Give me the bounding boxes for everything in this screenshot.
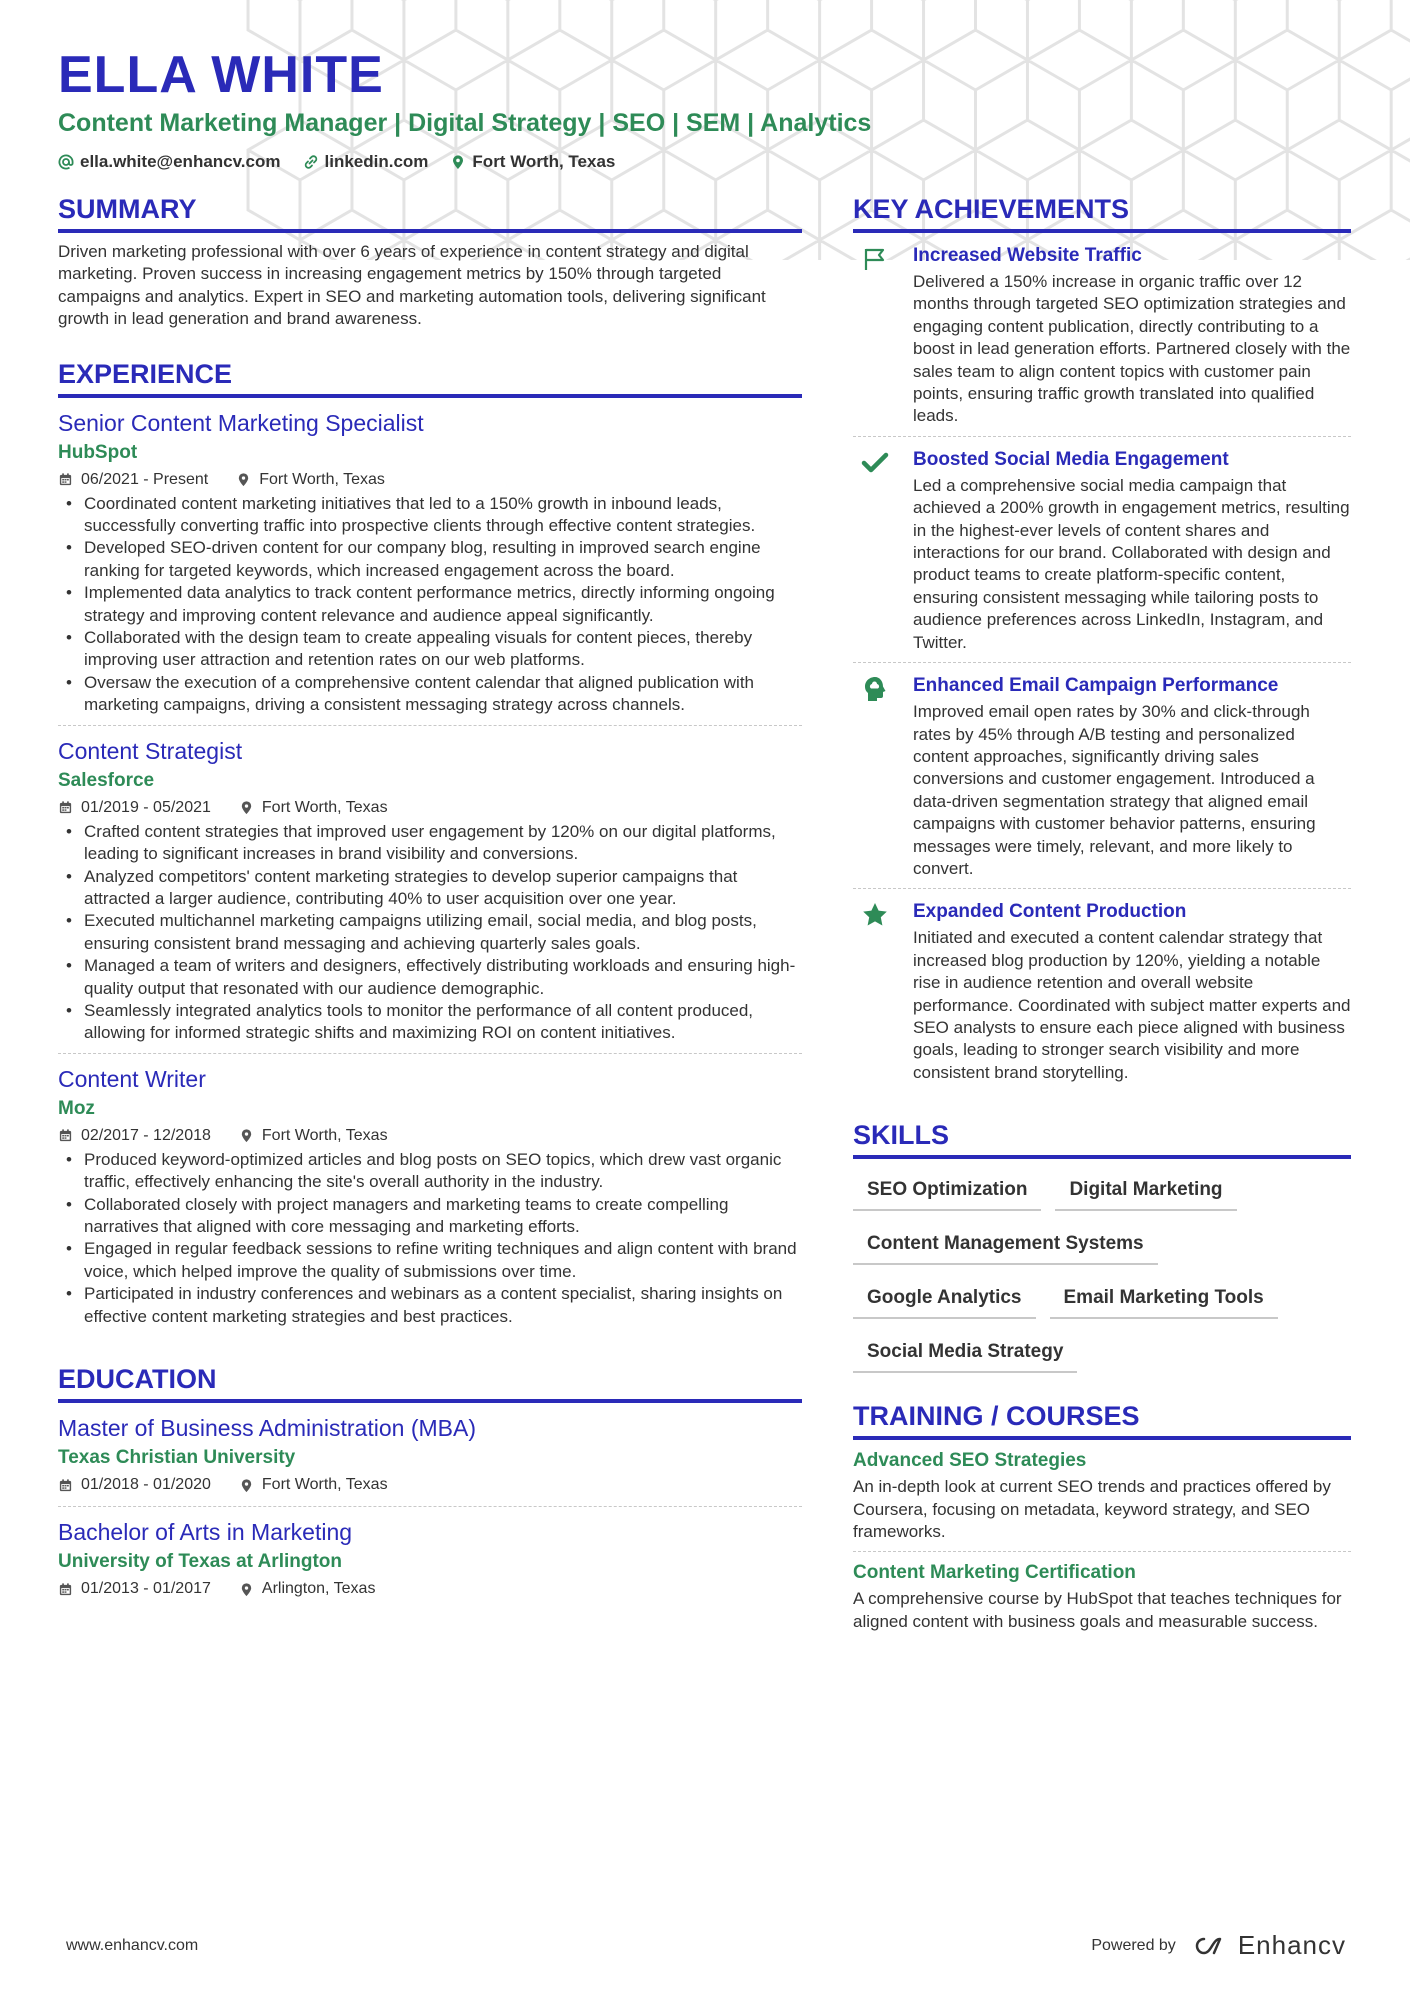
email-contact[interactable] — [58, 152, 281, 172]
job-title: Content Strategist — [58, 737, 243, 764]
linkedin-contact[interactable] — [303, 152, 429, 172]
checkmark-icon — [861, 449, 889, 477]
brand-name: Enhancv — [1237, 1930, 1346, 1960]
company-name: Moz — [58, 1097, 95, 1119]
location-pin-icon — [450, 154, 466, 170]
job-bullet: • Oversaw the execution of a comprehensive content calendar that aligned publication with marketing campaigns, driving a consistent messaging strategy across channels. — [58, 672, 802, 717]
skill-tag: Email Marketing Tools — [1050, 1283, 1278, 1319]
education-title: EDUCATION — [58, 1362, 802, 1403]
job-bullet: • Collaborated with the design team to create appealing visuals for content pieces, thereby improving user attraction and retention rates on our web platforms. — [58, 627, 802, 672]
job-bullet: • Developed SEO-driven content for our company blog, resulting in improved search engine ranking for targeted keywords, which increased engagement across the board. — [58, 537, 802, 582]
achievements-title: KEY ACHIEVEMENTS — [853, 192, 1351, 233]
summary-title: SUMMARY — [58, 192, 802, 233]
course-title: Advanced SEO Strategies — [853, 1450, 1087, 1472]
job-entry — [58, 1054, 802, 1336]
job-bullet: • Collaborated closely with project managers and marketing teams to create compelling narratives that aligned with core messaging and marketing efforts. — [58, 1194, 802, 1239]
skill-tag: SEO Optimization — [853, 1175, 1041, 1211]
achievement-icon — [853, 243, 913, 428]
footer-url[interactable]: www.enhancv.com — [66, 1936, 199, 1954]
location-text: Fort Worth, Texas — [472, 152, 616, 171]
date-text: 01/2013 - 01/2017 — [81, 1580, 211, 1597]
location-contact — [450, 152, 615, 172]
calendar-icon — [58, 800, 73, 815]
candidate-name: ELLA WHITE — [58, 46, 384, 104]
achievement-list — [853, 233, 1351, 1092]
location-pin-icon — [236, 472, 251, 487]
education-list — [58, 1403, 802, 1610]
achievement-desc: Improved email open rates by 30% and click-through rates by 45% through A/B testing and personalized content approaches, significantly driving sales conversions and customer engagement. Introduced a data-driven segmentation strategy that aligned email campaigns with customer behavior patterns, ensuring messages were timely, relevant, and more likely to convert. — [913, 702, 1316, 878]
skill-tag: Digital Marketing — [1055, 1175, 1236, 1211]
head-brain-icon — [861, 675, 889, 703]
at-icon — [58, 154, 74, 170]
training-title: TRAINING / COURSES — [853, 1399, 1351, 1440]
calendar-icon — [58, 1128, 73, 1143]
achievement-desc: Delivered a 150% increase in organic traffic over 12 months through targeted SEO optimization strategies and engaging content publication, directly contributing to a boost in lead generation efforts. Partnered closely with the sales team to align content topics with customer pain points, ensuring traffic growth translated into qualified leads. — [913, 272, 1351, 426]
summary-text: Driven marketing professional with over 6 years of experience in content strategy and digital marketing. Proven success in increasing engagement metrics by 150% through targeted campaigns and analytics. Expert in SEO and marketing automation tools, delivering significant growth in lead generation and brand awareness. — [58, 242, 766, 329]
achievement-icon — [853, 447, 913, 654]
skills-section — [853, 1118, 1351, 1373]
footer — [66, 1930, 1346, 1961]
training-section — [853, 1399, 1351, 1641]
job-title: Senior Content Marketing Specialist — [58, 409, 424, 436]
meta-row — [58, 469, 802, 491]
achievement-entry — [853, 889, 1351, 1092]
job-list — [58, 398, 802, 1336]
achievements-section — [853, 192, 1351, 1092]
achievement-body — [913, 899, 1351, 1084]
resume-header — [58, 44, 1358, 172]
company-name: Salesforce — [58, 769, 155, 791]
achievement-title: Increased Website Traffic — [913, 245, 1142, 266]
location-text: Fort Worth, Texas — [261, 1476, 388, 1493]
skill-list — [853, 1175, 1351, 1373]
skill-row — [853, 1229, 1351, 1265]
meta-row — [58, 1474, 802, 1496]
enhancv-logo-icon — [1190, 1934, 1230, 1958]
summary-section — [58, 192, 802, 331]
skill-tag: Google Analytics — [853, 1283, 1036, 1319]
location-text: Arlington, Texas — [261, 1580, 376, 1597]
job-entry — [58, 726, 802, 1054]
brand-logo[interactable] — [1190, 1930, 1346, 1961]
course-entry — [853, 1440, 1351, 1552]
education-entry — [58, 1507, 802, 1610]
location — [239, 1125, 388, 1147]
meta-row — [58, 797, 802, 819]
achievement-title: Enhanced Email Campaign Performance — [913, 675, 1279, 697]
achievement-entry — [853, 663, 1351, 889]
headline: Content Marketing Manager | Digital Strategy | SEO | SEM | Analytics — [58, 109, 872, 137]
location-pin-icon — [239, 800, 254, 815]
job-bullet: • Seamlessly integrated analytics tools to monitor the performance of all content produced, allowing for informed strategic shifts and maximizing ROI on content initiatives. — [58, 1000, 802, 1045]
location — [239, 1474, 388, 1496]
star-icon — [861, 901, 889, 929]
school-name: University of Texas at Arlington — [58, 1551, 342, 1572]
calendar-icon — [58, 1478, 73, 1493]
skill-row — [853, 1175, 1351, 1211]
calendar-icon — [58, 472, 73, 487]
degree-title: Bachelor of Arts in Marketing — [58, 1519, 353, 1545]
location-pin-icon — [239, 1582, 254, 1597]
job-bullet: • Engaged in regular feedback sessions to refine writing techniques and align content with brand voice, which helped improve the quality of submissions over time. — [58, 1238, 802, 1283]
achievement-desc: Led a comprehensive social media campaign that achieved a 200% growth in engagement metrics, resulting in the highest-ever levels of content shares and interactions for our brand. Collaborated with design and product teams to create platform-specific content, ensuring consistent messaging while tailoring posts to audience preferences across LinkedIn, Instagram, and Twitter. — [913, 475, 1350, 652]
right-column — [853, 192, 1351, 1667]
education-entry — [58, 1403, 802, 1507]
location — [239, 797, 388, 819]
course-title: Content Marketing Certification — [853, 1562, 1136, 1584]
date-text: 02/2017 - 12/2018 — [81, 1126, 211, 1144]
achievement-title: Boosted Social Media Engagement — [913, 448, 1229, 470]
job-bullet: • Managed a team of writers and designers, effectively distributing workloads and ensuring high-quality output that resonated with our audience demographic. — [58, 955, 802, 1000]
experience-section — [58, 357, 802, 1336]
skill-tag: Content Management Systems — [853, 1229, 1158, 1265]
date-text: 01/2019 - 05/2021 — [81, 798, 211, 816]
skill-row — [853, 1283, 1351, 1319]
course-entry — [853, 1552, 1351, 1641]
job-title: Content Writer — [58, 1065, 206, 1092]
date-range — [58, 1578, 211, 1600]
achievement-entry — [853, 233, 1351, 437]
experience-title: EXPERIENCE — [58, 357, 802, 398]
meta-row — [58, 1125, 802, 1147]
job-bullet: • Produced keyword-optimized articles and blog posts on SEO topics, which drew vast organic traffic, effectively enhancing the site's overall authority in the industry. — [58, 1149, 802, 1194]
job-bullet: • Crafted content strategies that improved user engagement by 120% on our digital platforms, leading to significant increases in brand visibility and conversions. — [58, 821, 802, 866]
job-bullets — [58, 821, 802, 1045]
location-pin-icon — [239, 1478, 254, 1493]
achievement-body — [913, 673, 1351, 880]
job-bullets — [58, 493, 802, 717]
job-bullet: • Coordinated content marketing initiatives that led to a 150% growth in inbound leads, successfully converting traffic into prospective clients through effective content strategies. — [58, 493, 802, 538]
achievement-icon — [853, 899, 913, 1084]
flag-icon — [861, 245, 889, 273]
meta-row — [58, 1578, 802, 1600]
job-bullet: • Participated in industry conferences and webinars as a content specialist, sharing insights on effective content marketing strategies and best practices. — [58, 1283, 802, 1328]
location-text: Fort Worth, Texas — [261, 798, 388, 816]
skill-tag: Social Media Strategy — [853, 1337, 1077, 1373]
date-range — [58, 797, 211, 819]
date-range — [58, 1125, 211, 1147]
job-bullet: • Executed multichannel marketing campaigns utilizing email, social media, and blog posts, ensuring consistent brand messaging and achieving quarterly sales goals. — [58, 910, 802, 955]
achievement-title: Expanded Content Production — [913, 901, 1187, 923]
calendar-icon — [58, 1582, 73, 1597]
skill-row — [853, 1337, 1351, 1373]
achievement-body — [913, 243, 1351, 428]
course-list — [853, 1440, 1351, 1641]
course-desc: An in-depth look at current SEO trends and practices offered by Coursera, focusing on metadata, keyword strategy, and SEO frameworks. — [853, 1477, 1331, 1541]
link-icon — [303, 154, 319, 170]
left-column — [58, 192, 802, 1636]
achievement-desc: Initiated and executed a content calendar strategy that increased blog production by 120%, yielding a notable rise in audience retention and overall website performance. Coordinated with subject matter experts and SEO analysts to ensure each piece aligned with business goals, leading to stronger search visibility and more consistent brand storytelling. — [913, 928, 1351, 1082]
date-range — [58, 1474, 211, 1496]
location-pin-icon — [239, 1128, 254, 1143]
location — [239, 1578, 376, 1600]
achievement-entry — [853, 437, 1351, 663]
education-section — [58, 1362, 802, 1610]
powered-by — [1091, 1930, 1346, 1961]
powered-by-label: Powered by — [1091, 1936, 1176, 1954]
linkedin-text: linkedin.com — [324, 152, 429, 171]
job-bullet: • Analyzed competitors' content marketing strategies to develop superior campaigns that attracted a larger audience, contributing 40% to user acquisition over one year. — [58, 866, 802, 911]
job-bullet: • Implemented data analytics to track content performance metrics, directly informing ongoing strategy and improving content relevance and audience appeal significantly. — [58, 582, 802, 627]
date-text: 01/2018 - 01/2020 — [81, 1476, 211, 1493]
date-range — [58, 469, 208, 491]
course-desc: A comprehensive course by HubSpot that teaches techniques for aligned content with business goals and measurable success. — [853, 1589, 1342, 1631]
location — [236, 469, 385, 491]
location-text: Fort Worth, Texas — [261, 1126, 388, 1144]
job-bullets — [58, 1149, 802, 1328]
job-entry — [58, 398, 802, 726]
achievement-icon — [853, 673, 913, 880]
school-name: Texas Christian University — [58, 1447, 296, 1468]
date-text: 06/2021 - Present — [81, 470, 209, 488]
email-text: ella.white@enhancv.com — [80, 152, 281, 171]
company-name: HubSpot — [58, 441, 138, 463]
location-text: Fort Worth, Texas — [259, 470, 385, 488]
contact-info — [58, 152, 1358, 172]
degree-title: Master of Business Administration (MBA) — [58, 1415, 476, 1441]
skills-title: SKILLS — [853, 1118, 1351, 1159]
achievement-body — [913, 447, 1351, 654]
